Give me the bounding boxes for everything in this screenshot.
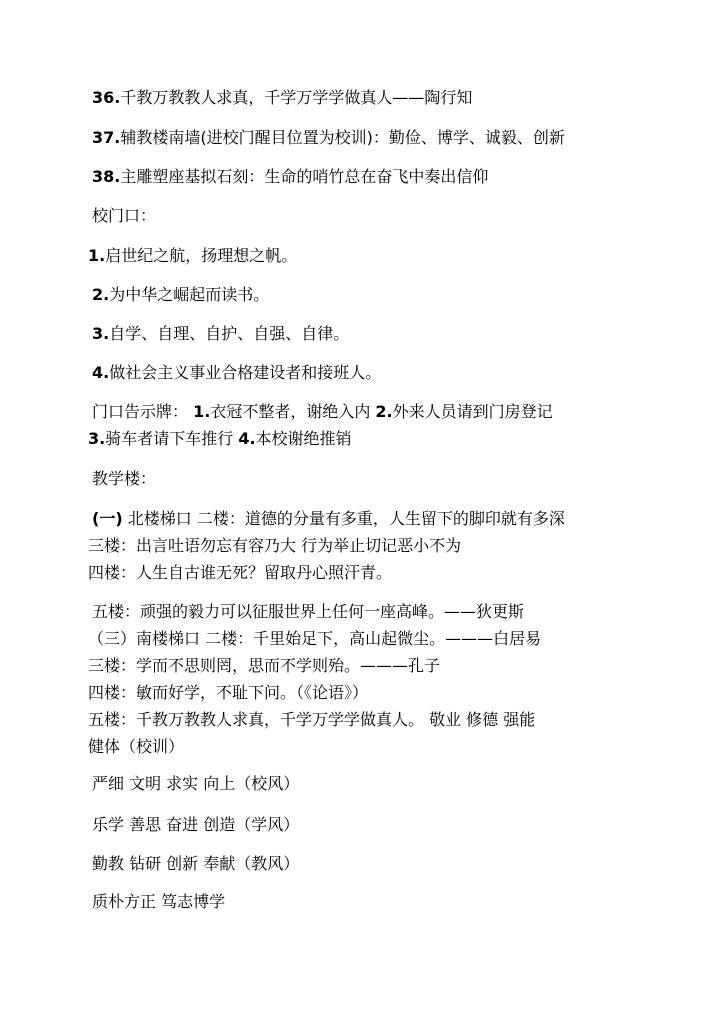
text-segment: 2. bbox=[92, 285, 110, 304]
text-line bbox=[88, 534, 461, 558]
text-line bbox=[92, 126, 565, 150]
text-segment: 骑车者请下车推行 bbox=[105, 429, 239, 448]
text-line bbox=[92, 772, 299, 796]
text-segment: 质朴方正 笃志博学 bbox=[92, 892, 226, 911]
text-line bbox=[88, 735, 184, 759]
text-line bbox=[92, 86, 472, 110]
text-line bbox=[88, 561, 392, 585]
text-line bbox=[88, 708, 535, 732]
text-line bbox=[92, 283, 269, 307]
text-segment: 为中华之崛起而读书。 bbox=[109, 285, 270, 304]
text-segment: 37. bbox=[92, 128, 121, 147]
text-segment: 五楼：千教万教教人求真，千学万学学做真人。 敬业 修德 强能 bbox=[88, 710, 536, 729]
text-segment: 外来人员请到门房登记 bbox=[392, 402, 553, 421]
text-segment: 北楼梯口 二楼：道德的分量有多重，人生留下的脚印就有多深 bbox=[122, 509, 565, 528]
text-segment: 五楼：顽强的毅力可以征服世界上任何一座高峰。——狄更斯 bbox=[92, 602, 525, 621]
text-line bbox=[88, 427, 352, 451]
text-segment: 1. bbox=[193, 402, 211, 421]
text-segment: 辅教楼南墙(进校门醒目位置为校训)：勤俭、博学、诚毅、创新 bbox=[120, 128, 565, 147]
text-segment: 3. bbox=[92, 324, 110, 343]
text-line bbox=[92, 322, 349, 346]
text-segment: 四楼：人生自古谁无死？留取丹心照汗青。 bbox=[88, 563, 393, 582]
text-segment: 主雕塑座基拟石刻：生命的哨竹总在奋飞中奏出信仰 bbox=[120, 167, 489, 186]
text-segment: 4. bbox=[238, 429, 256, 448]
text-line bbox=[92, 467, 156, 491]
text-line bbox=[88, 627, 541, 651]
text-line bbox=[92, 400, 553, 424]
text-segment: 健体（校训） bbox=[88, 737, 185, 756]
text-segment: 勤教 钻研 创新 奉献（教风） bbox=[92, 854, 300, 873]
text-segment: （三）南楼梯口 二楼：千里始足下，高山起微尘。———白居易 bbox=[88, 629, 542, 648]
text-segment: 千教万教教人求真，千学万学学做真人——陶行知 bbox=[120, 88, 473, 107]
text-line bbox=[92, 813, 299, 837]
text-segment: 36. bbox=[92, 88, 121, 107]
text-line bbox=[92, 600, 524, 624]
text-line bbox=[92, 507, 565, 531]
text-segment: 3. bbox=[88, 429, 106, 448]
text-segment: 乐学 善思 奋进 创造（学风） bbox=[92, 815, 300, 834]
text-line bbox=[88, 681, 368, 705]
text-segment: 本校谢绝推销 bbox=[255, 429, 352, 448]
text-line bbox=[88, 244, 297, 268]
text-line bbox=[92, 204, 156, 228]
text-segment: 自学、自理、自护、自强、自律。 bbox=[109, 324, 350, 343]
text-segment: 启世纪之航，扬理想之帆。 bbox=[105, 246, 298, 265]
text-segment: 1. bbox=[88, 246, 106, 265]
text-segment: 做社会主义事业合格建设者和接班人。 bbox=[109, 363, 382, 382]
text-segment: 4. bbox=[92, 363, 110, 382]
text-segment: (一) bbox=[92, 509, 123, 528]
text-segment: 三楼：学而不思则罔，思而不学则殆。———孔子 bbox=[88, 656, 441, 675]
text-segment: 教学楼： bbox=[92, 469, 157, 488]
text-segment: 四楼：敏而好学，不耻下问。（《论语》） bbox=[88, 683, 369, 702]
text-segment: 2. bbox=[375, 402, 393, 421]
text-segment: 38. bbox=[92, 167, 121, 186]
text-line bbox=[92, 852, 299, 876]
text-line bbox=[92, 165, 488, 189]
text-line bbox=[92, 890, 225, 914]
text-line bbox=[92, 361, 381, 385]
text-segment: 校门口： bbox=[92, 206, 157, 225]
text-segment: 门口告示牌： bbox=[92, 402, 194, 421]
text-line bbox=[88, 654, 440, 678]
text-segment: 三楼：出言吐语勿忘有容乃大 行为举止切记恶小不为 bbox=[88, 536, 462, 555]
text-segment: 严细 文明 求实 向上（校风） bbox=[92, 774, 300, 793]
text-segment: 衣冠不整者，谢绝入内 bbox=[210, 402, 376, 421]
